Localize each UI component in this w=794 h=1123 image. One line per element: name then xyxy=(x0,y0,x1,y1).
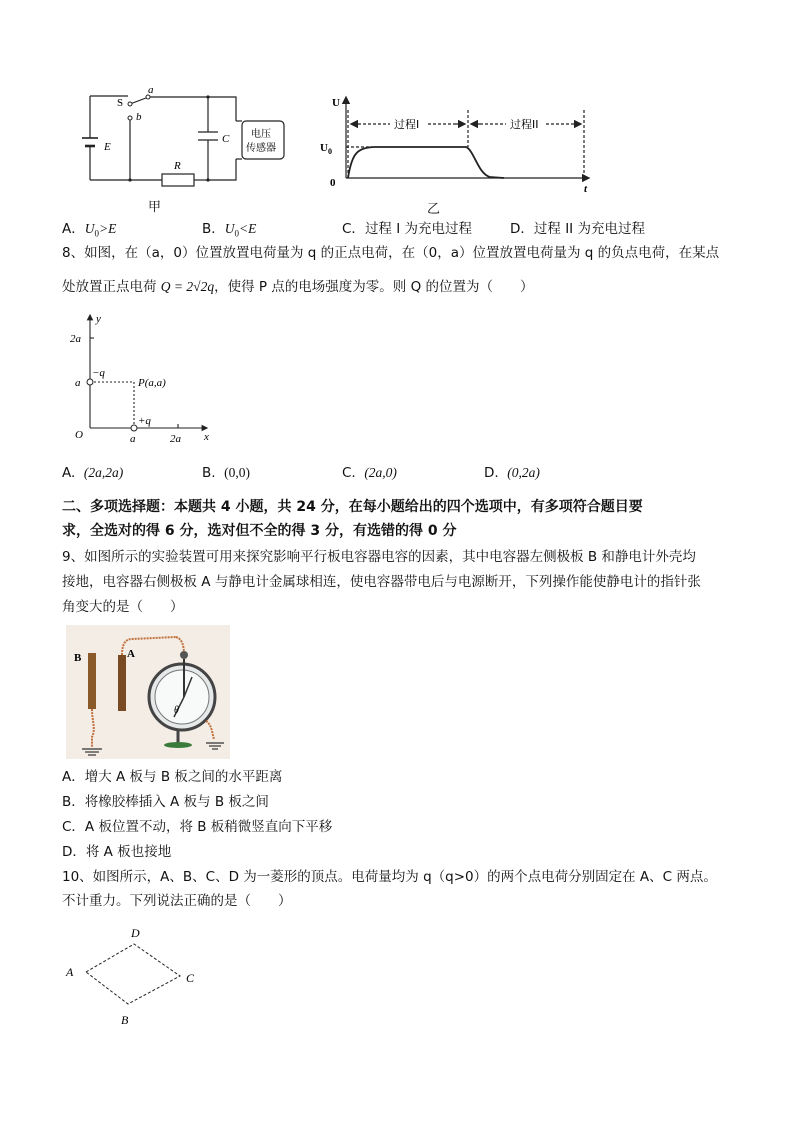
q8-y-label: y xyxy=(96,313,101,325)
q10-stem-line2: 不计重力。下列说法正确的是（ ） xyxy=(62,893,292,909)
caption-jia: 甲 xyxy=(148,200,162,215)
q8-formula: Q = 2√2q xyxy=(160,279,215,294)
emf-label: E xyxy=(104,141,111,153)
capacitor-label: C xyxy=(222,133,230,145)
q8-option-b[interactable]: B. (0,0) xyxy=(202,465,251,481)
q7-option-d[interactable]: D．过程 II 为充电过程 xyxy=(510,221,645,237)
process-2-label: 过程II xyxy=(510,118,539,131)
q8-a-x: a xyxy=(130,433,136,445)
q8-x-label: x xyxy=(204,431,209,443)
q8-coordinate-figure xyxy=(66,310,226,450)
q9-stem-line2: 接地，电容器右侧极板 A 与静电计金属球相连，使电容器带电后与电源断开，下列操作能使静电计的指针张 xyxy=(62,574,701,590)
terminal-a-label: a xyxy=(148,84,154,96)
sensor-label-2: 传感器 xyxy=(246,143,276,154)
section2-heading-line1: 二、多项选择题：本题共 4 小题，共 24 分，在每小题给出的四个选项中，有多项符合题目要 xyxy=(62,499,643,515)
u0-label: $U_0$ xyxy=(320,142,332,156)
q8-a-y: a xyxy=(75,377,81,389)
q10-vertex-A: A xyxy=(66,965,74,979)
q8-option-a[interactable]: A. (2a,2a) xyxy=(62,465,124,481)
q9-option-c[interactable]: C．A 板位置不动，将 B 板稍微竖直向下平移 xyxy=(62,819,333,835)
caption-yi: 乙 xyxy=(427,202,441,217)
q10-stem-line1: 10、如图所示，A、B、C、D 为一菱形的顶点。电荷量均为 q（q>0）的两个点电荷分别固定在 A、C 两点。 xyxy=(62,869,717,885)
q9-stem-line1: 9、如图所示的实验装置可用来探究影响平行板电容器电容的因素，其中电容器左侧极板 B 和静电计外壳均 xyxy=(62,549,696,565)
q8-2a-y: 2a xyxy=(70,333,81,345)
q7-option-c[interactable]: C．过程 I 为充电过程 xyxy=(342,221,473,237)
q8-pos-q: +q xyxy=(138,415,151,427)
q9-option-d[interactable]: D．将 A 板也接地 xyxy=(62,844,172,860)
switch-label: S xyxy=(117,97,124,109)
q8-option-c[interactable]: C. (2a,0) xyxy=(342,465,397,481)
q9-option-a[interactable]: A．增大 A 板与 B 板之间的水平距离 xyxy=(62,769,283,785)
axis-t-label: t xyxy=(584,183,588,195)
q8-origin: O xyxy=(75,429,83,441)
q8-stem-line1: 8、如图，在（a，0）位置放置电荷量为 q 的正点电荷，在（0，a）位置放置电荷量为 q 的负点电荷，在某点 xyxy=(62,245,720,261)
q9-electrometer-photo xyxy=(66,625,230,759)
q7-option-b[interactable]: B．$U_0<E$ xyxy=(202,221,257,239)
terminal-b-label: b xyxy=(136,111,142,123)
axis-U-label: U xyxy=(332,97,340,109)
q8-stem-line2: 处放置正点电荷 Q = 2√2q，使得 P 点的电场强度为零。则 Q 的位置为（ ） xyxy=(62,279,534,295)
q7-option-a[interactable]: A．$U_0>E$ xyxy=(62,221,117,239)
q10-rhombus-figure xyxy=(62,922,212,1032)
resistor-label: R xyxy=(174,160,181,172)
q9-option-b[interactable]: B．将橡胶棒插入 A 板与 B 板之间 xyxy=(62,794,269,810)
q10-vertex-C: C xyxy=(186,971,195,985)
q10-vertex-B: B xyxy=(121,1013,129,1027)
circuit-figure-jia xyxy=(70,84,300,214)
q8-neg-q: −q xyxy=(92,367,105,379)
q9-plate-A-label: A xyxy=(127,648,135,660)
q9-stem-line3: 角变大的是（ ） xyxy=(62,599,184,615)
q8-2a-x: 2a xyxy=(170,433,181,445)
q8-option-d[interactable]: D. (0,2a) xyxy=(484,465,540,481)
sensor-label-1: 电压 xyxy=(251,129,271,140)
process-1-label: 过程I xyxy=(394,118,420,131)
q9-plate-B-label: B xyxy=(74,652,82,664)
voltage-graph-yi xyxy=(318,90,598,202)
q8-point-P: P(a,a) xyxy=(138,377,166,389)
origin-label: 0 xyxy=(330,177,336,189)
q9-theta-label: θ xyxy=(174,705,179,716)
section2-heading-line2: 求，全选对的得 6 分，选对但不全的得 3 分，有选错的得 0 分 xyxy=(62,523,457,539)
q10-vertex-D: D xyxy=(131,926,140,940)
